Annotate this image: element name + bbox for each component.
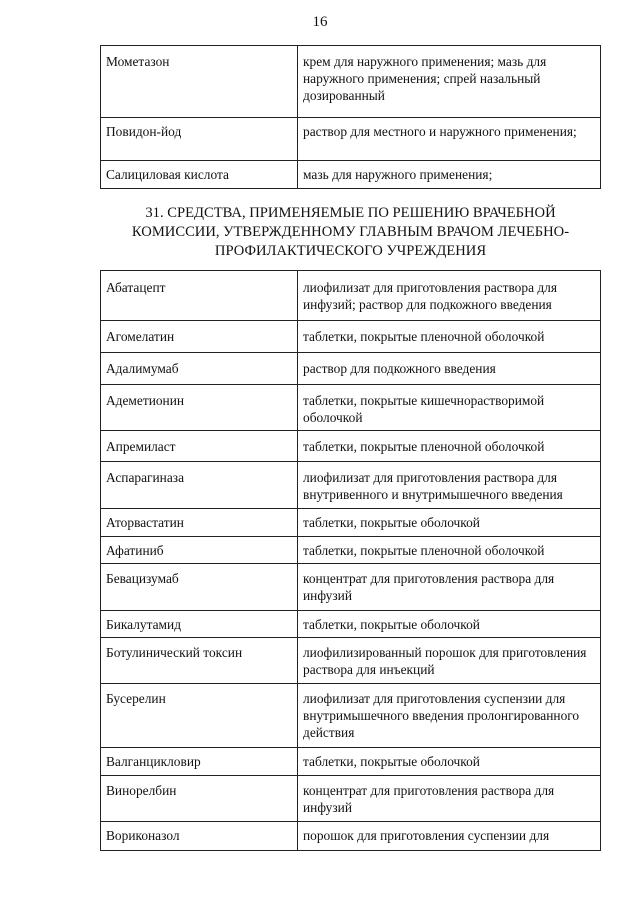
drug-form-cell	[298, 431, 601, 462]
drug-form-cell	[298, 509, 601, 537]
drug-name: Бикалутамид	[106, 617, 182, 632]
drug-name: Аспарагиназа	[106, 470, 185, 485]
table-row	[101, 353, 601, 385]
drug-form-cell	[298, 353, 601, 385]
drug-form: таблетки, покрытые пленочной оболочкой	[303, 439, 545, 454]
drug-form-cell	[298, 321, 601, 353]
table-row	[101, 684, 601, 748]
table-row	[101, 748, 601, 776]
table-row	[101, 537, 601, 564]
drug-name-cell	[101, 46, 298, 118]
drug-name: Аторвастатин	[106, 515, 184, 530]
drug-name-cell	[101, 431, 298, 462]
drug-name-cell	[101, 271, 298, 321]
table-row	[101, 321, 601, 353]
drug-form-cell	[298, 564, 601, 611]
table-row	[101, 509, 601, 537]
drug-form: мазь для наружного применения;	[303, 167, 493, 182]
drug-name: Апремиласт	[106, 439, 176, 454]
drug-form-cell	[298, 822, 601, 851]
drug-name-cell	[101, 462, 298, 509]
drug-form-cell	[298, 46, 601, 118]
drug-name-cell	[101, 161, 298, 189]
drug-form: раствор для подкожного введения	[303, 361, 496, 376]
drug-name-cell	[101, 537, 298, 564]
table-row	[101, 564, 601, 611]
drug-form: таблетки, покрытые оболочкой	[303, 515, 480, 530]
drug-name: Адеметионин	[106, 393, 185, 408]
drug-form: лиофилизированный порошок для приготовления раствора для инъекций	[303, 645, 587, 677]
table-row	[101, 271, 601, 321]
table-row	[101, 611, 601, 638]
drug-form: лиофилизат для приготовления раствора для внутривенного и внутримышечного введения	[303, 470, 563, 502]
drug-form-cell	[298, 684, 601, 748]
drug-form-cell	[298, 776, 601, 822]
table-row	[101, 46, 601, 118]
drug-name-cell	[101, 684, 298, 748]
drug-form: таблетки, покрытые оболочкой	[303, 617, 480, 632]
drug-name-cell	[101, 638, 298, 684]
drug-name: Повидон-йод	[106, 124, 182, 139]
table-row	[101, 638, 601, 684]
table-row	[101, 431, 601, 462]
drug-form: концентрат для приготовления раствора для инфузий	[303, 571, 555, 603]
drug-form: порошок для приготовления суспензии для	[303, 828, 550, 843]
drug-name-cell	[101, 748, 298, 776]
drug-form: таблетки, покрытые кишечнорастворимой оболочкой	[303, 393, 545, 425]
drug-name: Бусерелин	[106, 691, 166, 706]
drug-name-cell	[101, 321, 298, 353]
table-row	[101, 822, 601, 851]
drug-name-cell	[101, 385, 298, 431]
table-row	[101, 118, 601, 161]
drug-name: Валганцикловир	[106, 754, 201, 769]
section-heading: 31. СРЕДСТВА, ПРИМЕНЯЕМЫЕ ПО РЕШЕНИЮ ВРАЧЕБНОЙ КОМИССИИ, УТВЕРЖДЕННОМУ ГЛАВНЫМ ВРАЧОМ ЛЕЧЕБНО-ПРОФИЛАКТИЧЕСКОГО УЧРЕЖДЕНИЯ	[131, 205, 570, 259]
drug-form: раствор для местного и наружного применения;	[303, 124, 577, 139]
drug-form-cell	[298, 537, 601, 564]
drug-name: Адалимумаб	[106, 361, 179, 376]
drug-name-cell	[101, 611, 298, 638]
drug-form-cell	[298, 611, 601, 638]
drug-name: Агомелатин	[106, 329, 175, 344]
table-row	[101, 776, 601, 822]
drug-form-cell	[298, 748, 601, 776]
drug-table	[100, 270, 601, 851]
drug-form: лиофилизат для приготовления суспензии для внутримышечного введения пролонгированного действия	[303, 691, 580, 740]
drug-form-cell	[298, 161, 601, 189]
drug-form-cell	[298, 118, 601, 161]
drug-name: Винорелбин	[106, 783, 177, 798]
page-number: 16	[312, 14, 328, 30]
drug-form-cell	[298, 271, 601, 321]
drug-form: таблетки, покрытые пленочной оболочкой	[303, 543, 545, 558]
drug-name: Афатиниб	[106, 543, 164, 558]
drug-name-cell	[101, 509, 298, 537]
drug-form: концентрат для приготовления раствора для инфузий	[303, 783, 555, 815]
drug-name: Салициловая кислота	[106, 167, 229, 182]
drug-name-cell	[101, 564, 298, 611]
drug-name-cell	[101, 353, 298, 385]
drug-form: таблетки, покрытые пленочной оболочкой	[303, 329, 545, 344]
drug-name-cell	[101, 776, 298, 822]
drug-form: крем для наружного применения; мазь для наружного применения; спрей назальный дозированный	[303, 54, 547, 103]
table-row	[101, 385, 601, 431]
drug-name: Абатацепт	[106, 280, 166, 295]
drug-form: таблетки, покрытые оболочкой	[303, 754, 480, 769]
table-row	[101, 462, 601, 509]
drug-form-cell	[298, 385, 601, 431]
drug-form-cell	[298, 638, 601, 684]
drug-form-cell	[298, 462, 601, 509]
drug-name: Вориконазол	[106, 828, 180, 843]
drug-name: Мометазон	[106, 54, 170, 69]
drug-name-cell	[101, 822, 298, 851]
drug-form: лиофилизат для приготовления раствора для инфузий; раствор для подкожного введения	[303, 280, 558, 312]
continuation-table	[100, 45, 601, 189]
drug-name: Бевацизумаб	[106, 571, 179, 586]
table-row	[101, 161, 601, 189]
drug-name-cell	[101, 118, 298, 161]
drug-name: Ботулинический токсин	[106, 645, 243, 660]
